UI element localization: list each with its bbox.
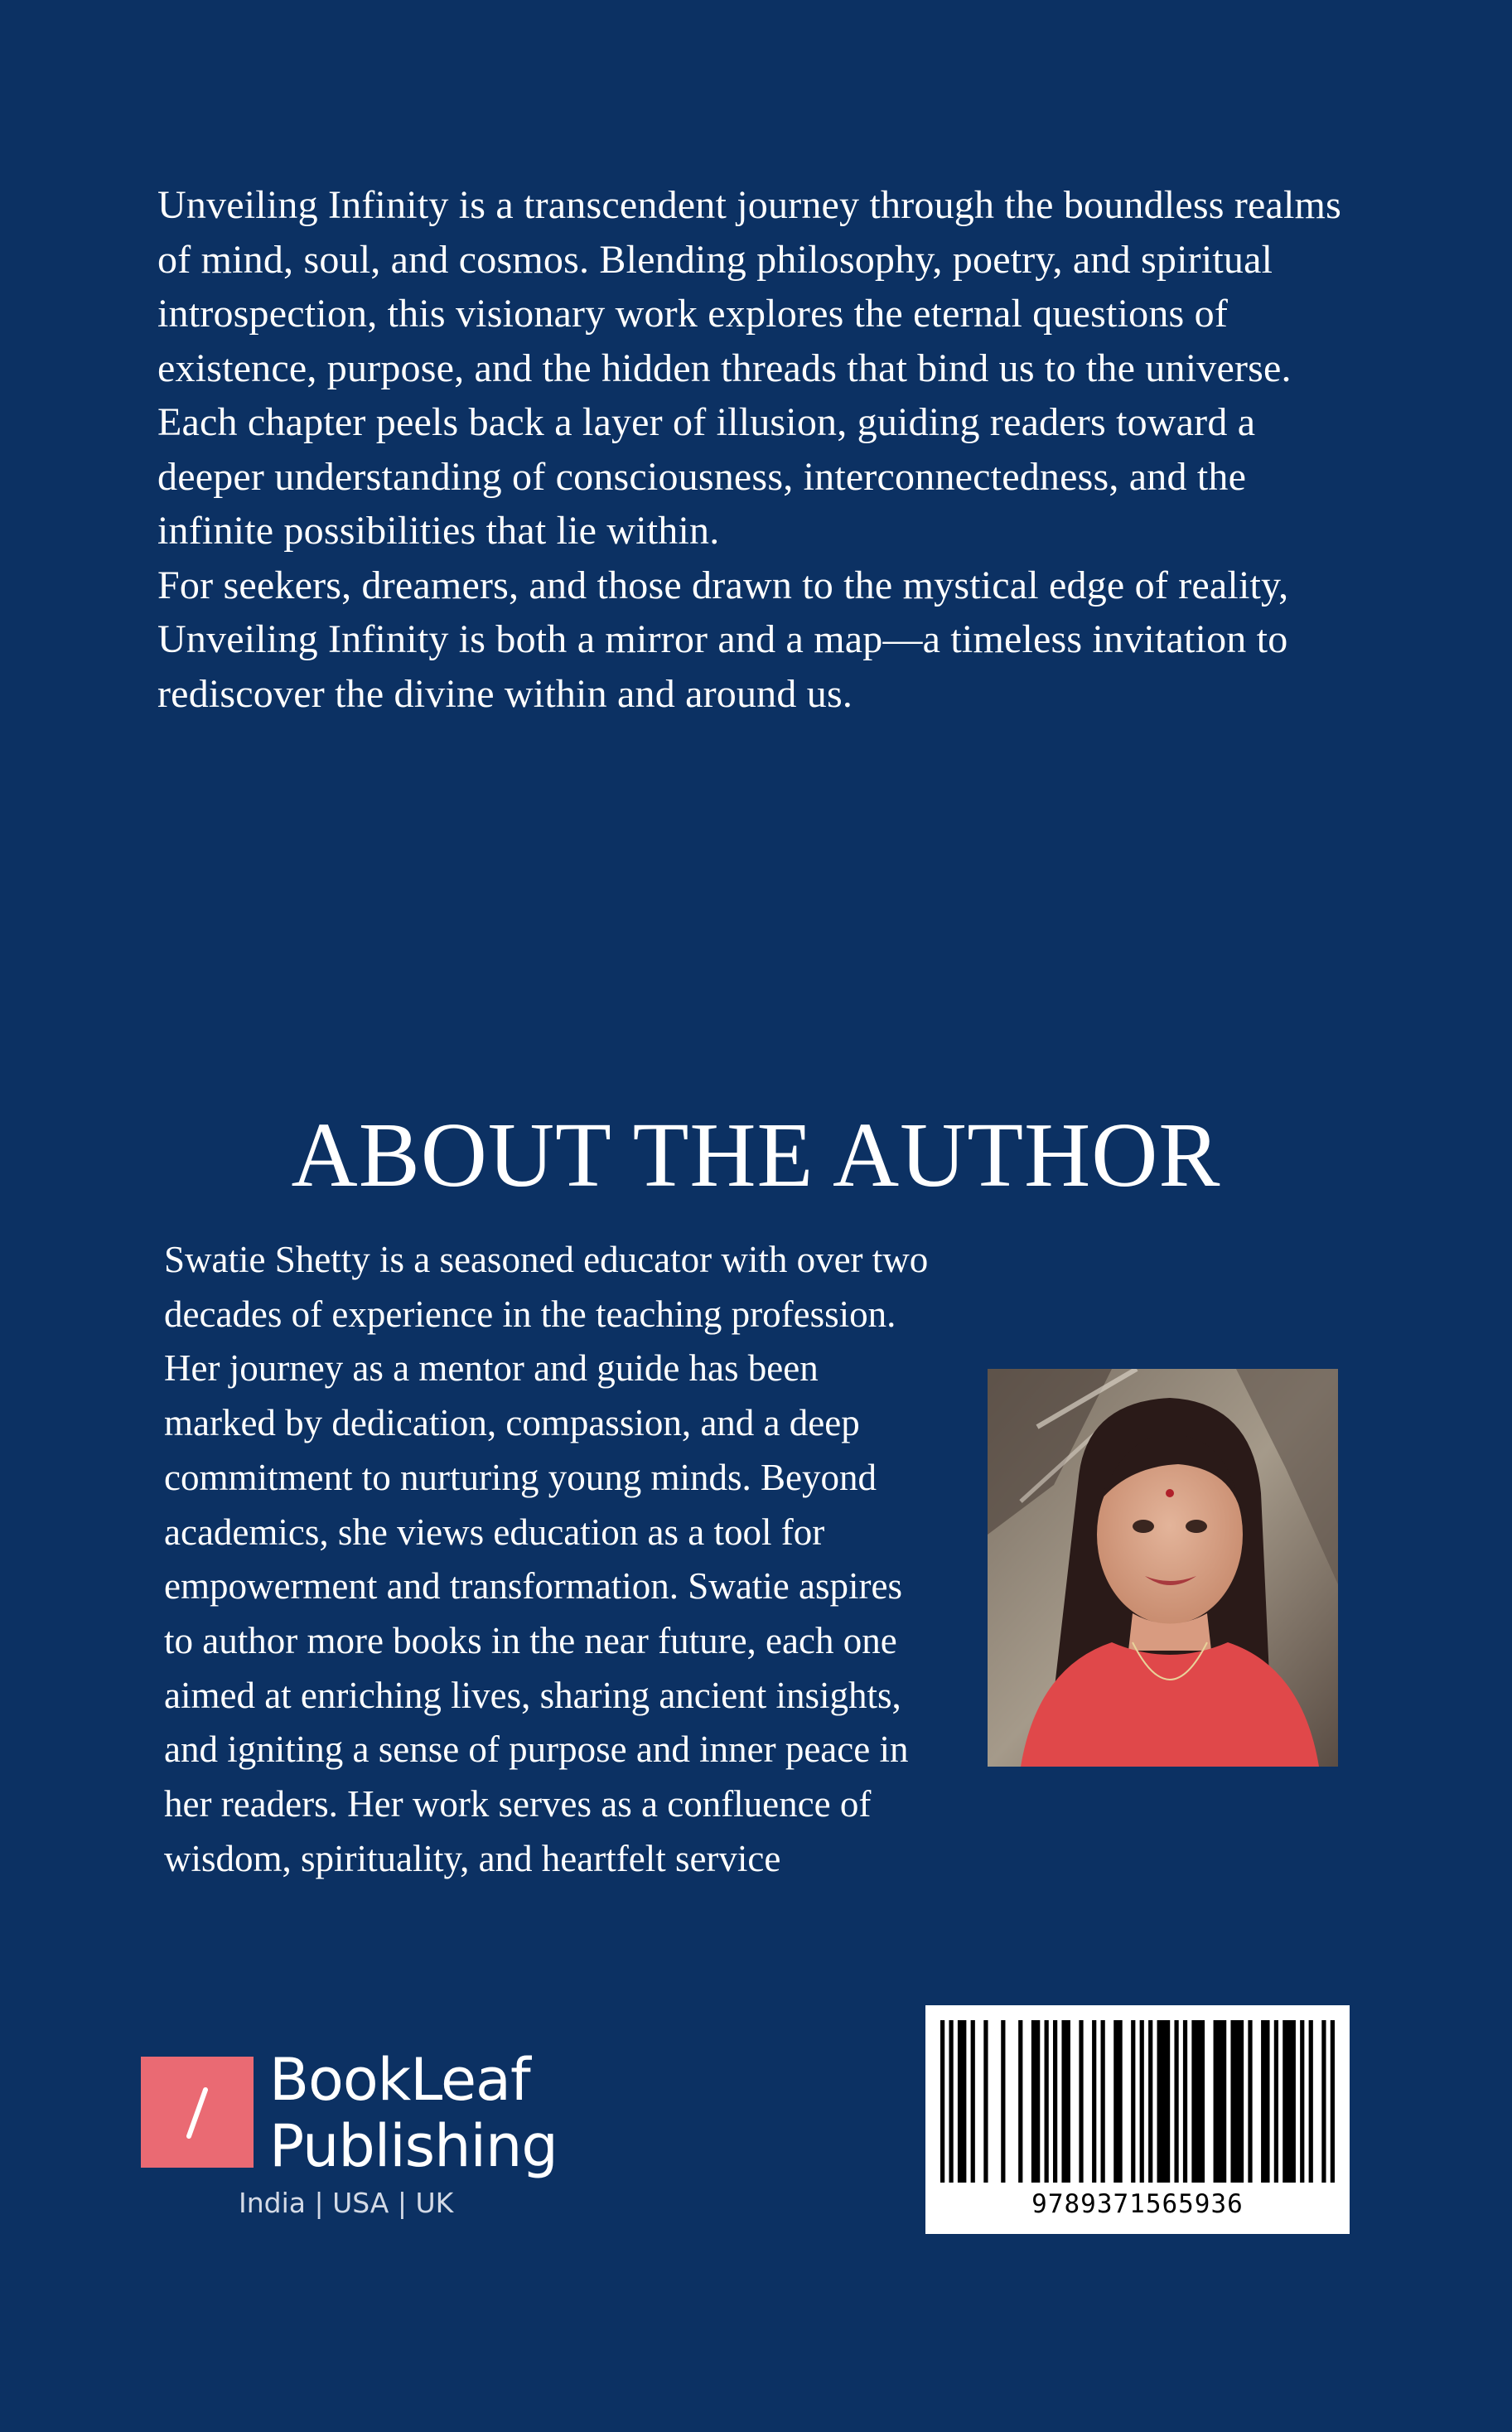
isbn-barcode [925,2005,1350,2234]
barcode-bar [1248,2020,1252,2183]
publisher-regions: India | USA | UK [239,2187,454,2219]
publisher-logo [141,2057,254,2168]
barcode-bar [1230,2020,1244,2183]
publisher-name-line2: Publishing [269,2112,558,2180]
barcode-bar [1018,2020,1022,2183]
synopsis-paragraph-2: Each chapter peels back a layer of illusion, guiding readers toward a deeper understanding of consciousness, interconnectedness, and the infinite possibilities that lie within. [157,400,1256,553]
barcode-bar [1113,2020,1122,2183]
barcode-bar [1283,2020,1296,2183]
publisher-name-line1: BookLeaf [269,2046,530,2114]
about-author-heading: ABOUT THE AUTHOR [291,1105,1221,1206]
barcode-bar [1261,2020,1269,2183]
barcode-bar [958,2020,966,2183]
barcode-bar [983,2020,988,2183]
synopsis-paragraph-1: Unveiling Infinity is a transcendent journey through the boundless realms of mind, soul, and cosmos. Blending philosophy, poetry, and spiritual introspection, this visionary work explores the eternal questions of existence, purpose, and the hidden threads that bind us to the universe. [157,183,1341,390]
barcode-bar [1300,2020,1304,2183]
barcode-bar [971,2020,975,2183]
barcode-bar [1031,2020,1040,2183]
barcode-bar [1274,2020,1278,2183]
barcode-bar [1157,2020,1171,2183]
barcode-bar [1214,2020,1227,2183]
author-bio: Swatie Shetty is a seasoned educator with over two decades of experience in the teaching profession. Her journey as a mentor and guide has been marked by dedication, compassion, and a deep commitment to nurturing young minds. Beyond academics, she views education as a tool for empowerment and transformation. Swatie aspires to author more books in the near future, each one aimed at enriching lives, sharing ancient insights, and igniting a sense of purpose and inner peace in her readers. Her work serves as a confluence of wisdom, spirituality, and heartfelt service [164,1239,929,1879]
barcode-bar [1131,2020,1135,2183]
barcode-bar [1001,2020,1005,2183]
barcode-bar [1061,2020,1070,2183]
barcode-bar [1045,2020,1049,2183]
barcode-bars [925,2005,1350,2189]
isbn-number: 9789371565936 [1031,2189,1244,2219]
synopsis [157,178,1342,721]
barcode-bar [1309,2020,1313,2183]
barcode-bar [1079,2020,1083,2183]
barcode-bar [1053,2020,1057,2183]
barcode-bar [1148,2020,1152,2183]
barcode-bar [1331,2020,1335,2183]
barcode-bar [1092,2020,1096,2183]
publisher-name [269,2047,558,2179]
barcode-bar [1183,2020,1187,2183]
synopsis-paragraph-3: For seekers, dreamers, and those drawn to the mystical edge of reality, Unveiling Infinity is both a mirror and a map—a timeless invitation to rediscover the divine within and around us. [157,563,1289,716]
barcode-bar [1321,2020,1326,2183]
barcode-bar [940,2020,944,2183]
barcode-bar [949,2020,953,2183]
author-photo [988,1369,1338,1767]
barcode-bar [1101,2020,1105,2183]
barcode-bar [1174,2020,1178,2183]
barcode-bar [1140,2020,1144,2183]
barcode-bar [1191,2020,1205,2183]
